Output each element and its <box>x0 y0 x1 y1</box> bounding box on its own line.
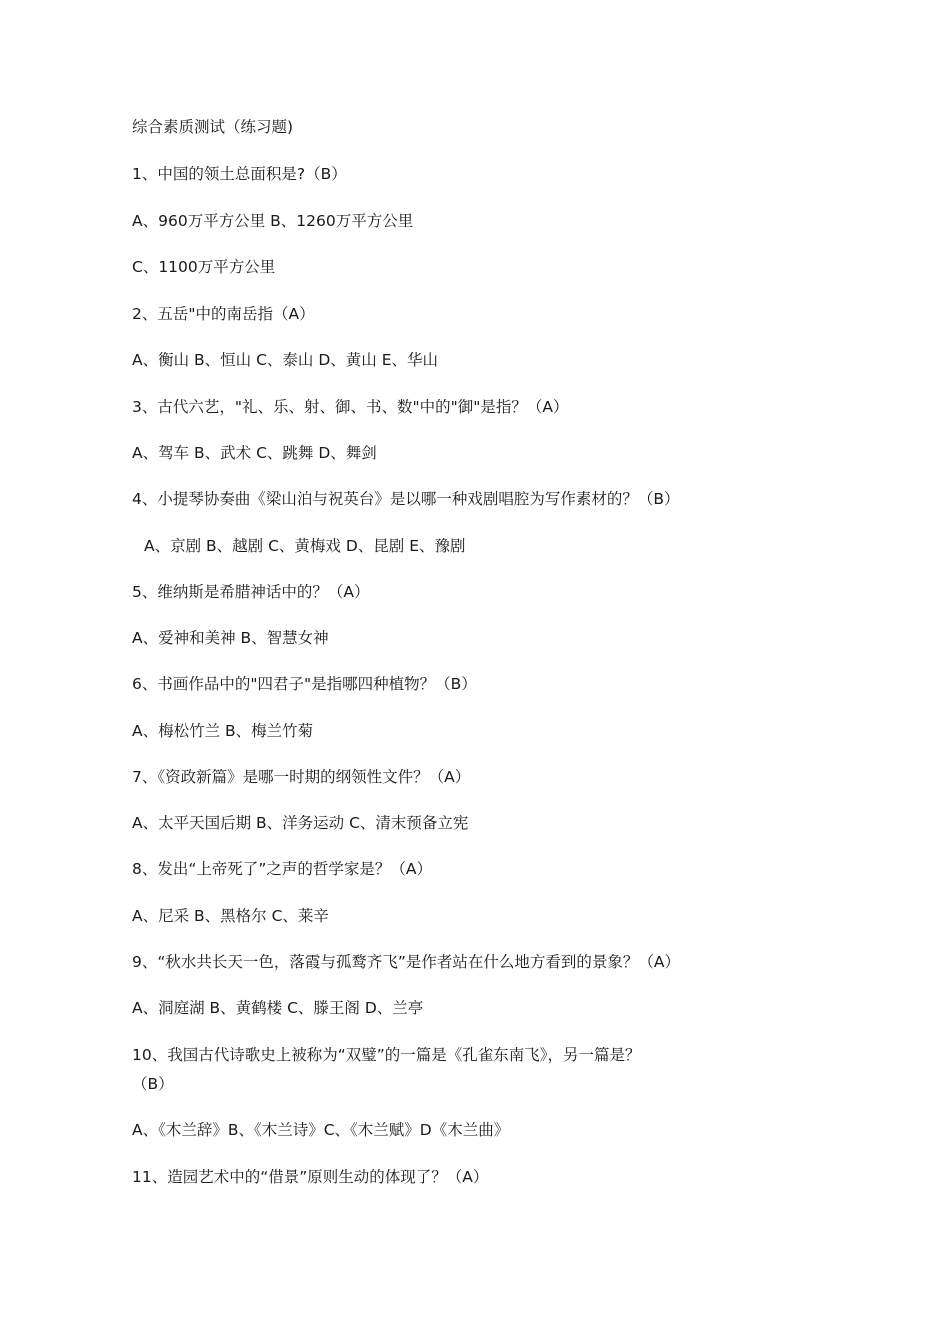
question-7: 7、《资政新篇》是哪一时期的纲领性文件？（A） <box>132 768 471 786</box>
options-4: A、京剧 B、越剧 C、黄梅戏 D、昆剧 E、豫剧 <box>144 537 466 555</box>
question-2: 2、五岳"中的南岳指（A） <box>132 305 315 323</box>
options-9: A、洞庭湖 B、黄鹤楼 C、滕王阁 D、兰亭 <box>132 999 424 1017</box>
options-7: A、太平天国后期 B、洋务运动 C、清末预备立宪 <box>132 814 469 832</box>
question-10-answer: （B） <box>132 1075 174 1093</box>
options-8: A、尼采 B、黑格尔 C、莱辛 <box>132 907 329 925</box>
question-10: 10、我国古代诗歌史上被称为“双璧”的一篇是《孔雀东南飞》，另一篇是？ <box>132 1046 641 1064</box>
question-9: 9、“秋水共长天一色，落霞与孤鹜齐飞”是作者站在什么地方看到的景象？（A） <box>132 953 681 971</box>
options-3: A、驾车 B、武术 C、跳舞 D、舞剑 <box>132 444 377 462</box>
options-1b: C、1100万平方公里 <box>132 258 276 276</box>
question-3: 3、古代六艺，"礼、乐、射、御、书、数"中的"御"是指？（A） <box>132 398 569 416</box>
document-title: 综合素质测试（练习题) <box>132 118 294 136</box>
options-1a: A、960万平方公里 B、1260万平方公里 <box>132 212 414 230</box>
question-8: 8、发出“上帝死了”之声的哲学家是？（A） <box>132 860 433 878</box>
options-5: A、爱神和美神 B、智慧女神 <box>132 629 329 647</box>
question-6: 6、书画作品中的"四君子"是指哪四种植物？（B） <box>132 675 477 693</box>
options-6: A、梅松竹兰 B、梅兰竹菊 <box>132 722 314 740</box>
question-5: 5、维纳斯是希腊神话中的？（A） <box>132 583 370 601</box>
question-1: 1、中国的领土总面积是?（B） <box>132 165 347 183</box>
options-10: A、《木兰辞》B、《木兰诗》C、《木兰赋》D《木兰曲》 <box>132 1121 510 1139</box>
question-4: 4、小提琴协奏曲《梁山泊与祝英台》是以哪一种戏剧唱腔为写作素材的？（B） <box>132 490 680 508</box>
options-2: A、衡山 B、恒山 C、泰山 D、黄山 E、华山 <box>132 351 438 369</box>
question-11: 11、造园艺术中的“借景”原则生动的体现了？（A） <box>132 1168 489 1186</box>
